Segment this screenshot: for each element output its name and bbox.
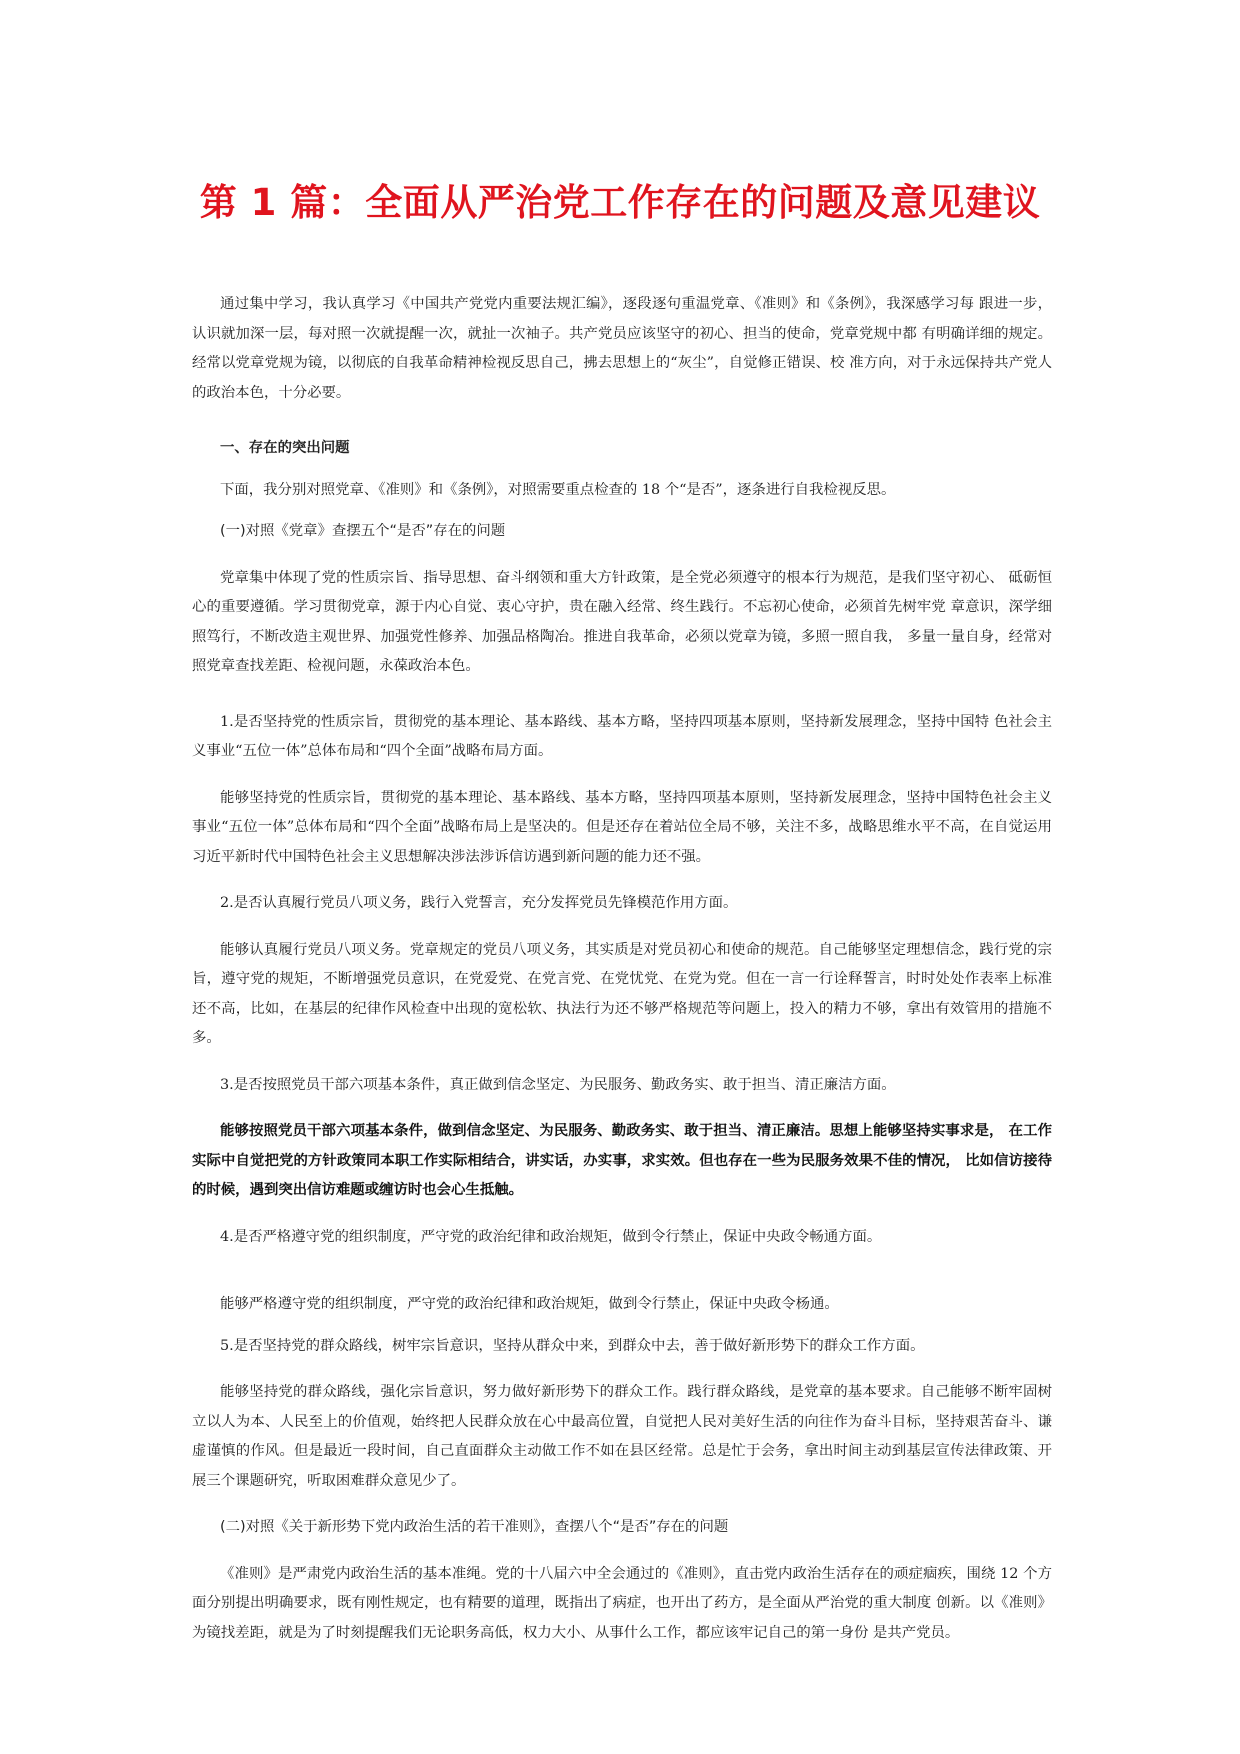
- question-3: 3.是否按照党员干部六项基本条件，真正做到信念坚定、为民服务、勤政务实、敢于担当、清正廉洁方面。: [220, 1076, 896, 1093]
- answer-5: 能够坚持党的群众路线，强化宗旨意识，努力做好新形势下的群众工作。践行群众路线，是党章的基本要求。自己能够不断牢固树立以人为本、人民至上的价值观，始终把人民群众放在心中最高位置，自觉把人民对美好生活的向往作为奋斗目标，坚持艰苦奋斗、谦虚谨慎的作风。但是最近一段时间，自己直面群众主动做工作不如在县区经常。总是忙于会务，拿出时间主动到基层宣传法律政策、开展三个课题研究，听取困难群众意见少了。: [192, 1384, 1052, 1489]
- question-2: 2.是否认真履行党员八项义务，践行入党誓言，充分发挥党员先锋模范作用方面。: [220, 895, 738, 911]
- subsection-heading-party-constitution: (一)对照《党章》查摆五个“是否”存在的问题: [220, 523, 506, 539]
- answer-1: 能够坚持党的性质宗旨，贯彻党的基本理论、基本路线、基本方略，坚持四项基本原则，坚持新发展理念，坚持中国特色社会主义事业“五位一体”总体布局和“四个全面”战略布局上是坚决的。但是还存在着站位全局不够，关注不多，战略思维水平不高，在自觉运用习近平新时代中国特色社会主义思想解决涉法涉诉信访遇到新问题的能力还不强。: [192, 789, 1052, 865]
- document-body: [192, 290, 1052, 1648]
- answer-3: 能够按照党员干部六项基本条件，做到信念坚定、为民服务、勤政务实、敢于担当、清正廉洁。思想上能够坚持实事求是， 在工作实际中自觉把党的方针政策同本职工作实际相结合，讲实话，办实事，求实效。但也存在一些为民服务效果不佳的情况， 比如信访接待的时候，遇到突出信访难题或缠访时也会心生抵触。: [192, 1123, 1052, 1198]
- question-1: 1.是否坚持党的性质宗旨，贯彻党的基本理论、基本路线、基本方略，坚持四项基本原则，坚持新发展理念，坚持中国特 色社会主义事业“五位一体”总体布局和“四个全面”战略布局方面。: [192, 713, 1052, 759]
- section-intro-paragraph: 下面，我分别对照党章、《准则》和《条例》，对照需要重点检查的 18 个“是否”，逐条进行自我检视反思。: [220, 481, 896, 498]
- question-5: 5.是否坚持党的群众路线，树牢宗旨意识，坚持从群众中来，到群众中去，善于做好新形势下的群众工作方面。: [220, 1337, 925, 1354]
- answer-2: 能够认真履行党员八项义务。党章规定的党员八项义务，其实质是对党员初心和使命的规范。自己能够坚定理想信念，践行党的宗旨，遵守党的规矩，不断增强党员意识，在党爱党、在党言党、在党忧党、在党为党。但在一言一行诠释誓言，时时处处作表率上标准还不高，比如，在基层的纪律作风检查中出现的宽松软、执法行为还不够严格规范等问题上，投入的精力不够，拿出有效管用的措施不多。: [192, 941, 1052, 1046]
- subsection-intro-paragraph: 党章集中体现了党的性质宗旨、指导思想、奋斗纲领和重大方针政策，是全党必须遵守的根本行为规范，是我们坚守初心、 砥砺恒心的重要遵循。学习贯彻党章，源于内心自觉、衷心守护，贵在融入经常、终生践行。不忘初心使命，必须首先树牢党 章意识，深学细照笃行，不断改造主观世界、加强党性修养、加强品格陶冶。推进自我革命，必须以党章为镜，多照一照自我， 多量一量自身，经常对照党章查找差距、检视问题，永葆政治本色。: [192, 569, 1052, 674]
- section-heading-problems: 一、存在的突出问题: [220, 440, 350, 456]
- document-title: 第 1 篇：全面从严治党工作存在的问题及意见建议: [199, 181, 1041, 224]
- answer-4: 能够严格遵守党的组织制度，严守党的政治纪律和政治规矩，做到令行禁止，保证中央政令杨通。: [220, 1296, 839, 1312]
- question-4: 4.是否严格遵守党的组织制度，严守党的政治纪律和政治规矩，做到令行禁止，保证中央政令畅通方面。: [220, 1228, 882, 1245]
- intro-paragraph: 通过集中学习，我认真学习《中国共产党党内重要法规汇编》，逐段逐句重温党章、《准则》和《条例》，我深感学习每 跟进一步，认识就加深一层，每对照一次就提醒一次，就扯一次袖子。共产党员应该坚守的初心、担当的使命，党章党规中都 有明确详细的规定。经常以党章党规为镜，以彻底的自我革命精神检视反思自己，拂去思想上的“灰尘”，自觉修正错误、校 准方向，对于永远保持共产党人的政治本色，十分必要。: [192, 296, 1052, 401]
- subsection-heading-guidelines: (二)对照《关于新形势下党内政治生活的若干准则》，查摆八个“是否”存在的问题: [220, 1519, 729, 1535]
- subsection-2-intro-paragraph: 《准则》是严肃党内政治生活的基本准绳。党的十八届六中全会通过的《准则》，直击党内政治生活存在的顽症痼疾，围绕 12 个方面分别提出明确要求，既有刚性规定，也有精要的道理，既指出了病症，也开出了药方，是全面从严治党的重大制度 创新。以《准则》为镜找差距，就是为了时刻提醒我们无论职务高低，权力大小、从事什么工作，都应该牢记自己的第一身份 是共产党员。: [192, 1565, 1052, 1641]
